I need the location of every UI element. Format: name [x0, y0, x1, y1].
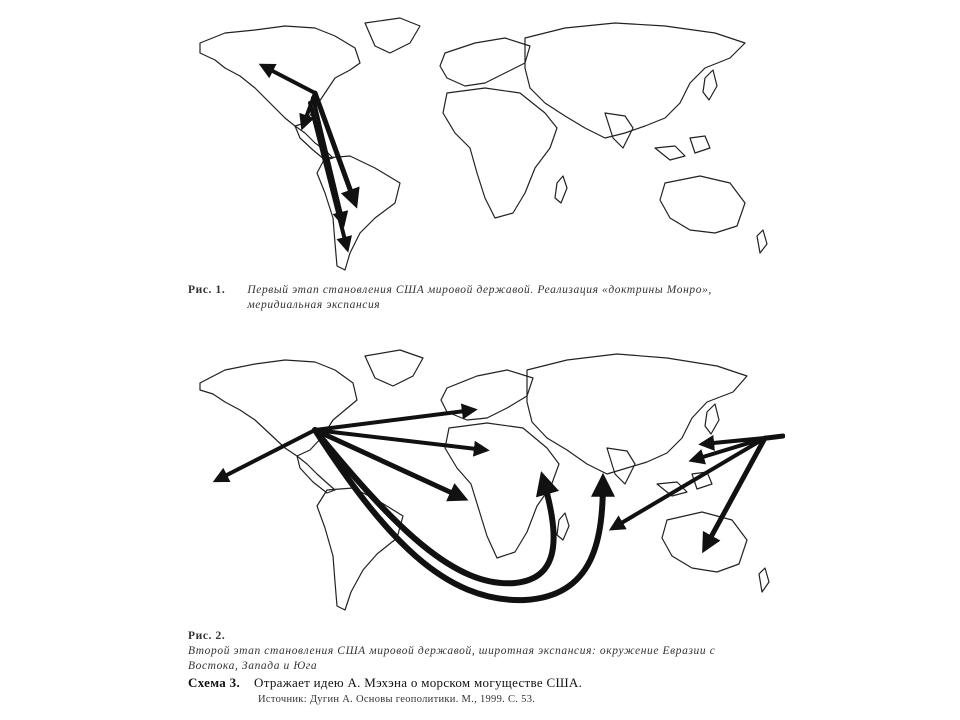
figure-1-caption — [188, 283, 788, 313]
source-citation: Источник: Дугин А. Основы геополитики. М., 1999. С. 53. — [258, 694, 536, 705]
expansion-arrows-latitudinal — [217, 410, 783, 600]
continents-outline — [200, 350, 769, 610]
figure-2-text: Второй этап становления США мировой державой, широтная экспансия: окружение Евразии с Востока, Запада и Юга — [188, 645, 716, 672]
figure-1-label: Рис. 1. — [188, 284, 226, 296]
arrow-to-northwest — [263, 66, 315, 93]
arrow-around-africa-to-red-sea — [315, 430, 554, 583]
arrow-pacific-from-east — [767, 436, 783, 438]
scheme-caption — [188, 675, 788, 691]
figure-2-caption — [188, 629, 788, 674]
figure-2-label: Рис. 2. — [188, 630, 226, 642]
continents-outline — [200, 18, 767, 270]
arrow-to-north-europe — [315, 410, 473, 430]
figure-1-text: Первый этап становления США мировой державой. Реализация «доктрины Монро», меридиальная экспансия — [247, 284, 712, 311]
scheme-text: Отражает идею А. Мэхэна о морском могуществе США. — [254, 675, 583, 690]
scheme-label: Схема 3. — [188, 675, 241, 690]
world-map-stage-1 — [185, 8, 785, 278]
arrow-around-africa-to-indian-ocean — [315, 430, 603, 600]
world-map-stage-2 — [185, 338, 785, 628]
